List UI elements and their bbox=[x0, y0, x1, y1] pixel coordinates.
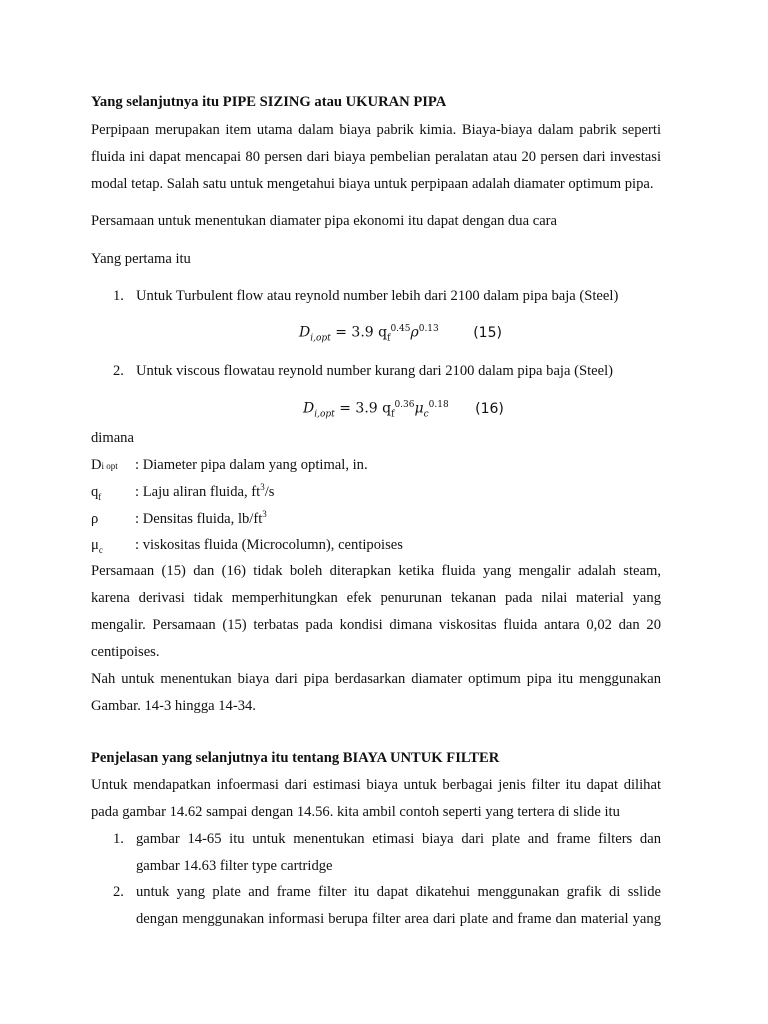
paragraph-text: Yang pertama itu bbox=[91, 251, 191, 267]
list-item-line: dengan menggunakan informasi berupa filter area dari plate and frame dan material yang bbox=[136, 911, 661, 927]
list-item bbox=[91, 363, 661, 383]
definition-main: : Diameter pipa dalam yang optimal, in. bbox=[135, 457, 368, 473]
equation-15 bbox=[299, 324, 502, 343]
section-heading-filter: Penjelasan yang selanjutnya itu tentang BIAYA UNTUK FILTER bbox=[91, 750, 500, 766]
symbol-sub: i opt bbox=[101, 461, 118, 471]
unit-sup: 3 bbox=[262, 509, 267, 520]
eq-var-sup: 0.13 bbox=[418, 324, 439, 334]
paragraph-line: pada gambar 14.62 sampai dengan 14.56. kita ambil contoh seperti yang tertera di slide itu bbox=[91, 804, 620, 820]
paragraph-line: modal tetap. Salah satu untuk mengetahui biaya untuk perpipaan adalah diamater optimum pipa. bbox=[91, 176, 654, 192]
list-item-line: untuk yang plate and frame filter itu dapat dikatehui menggunakan grafik di sslide bbox=[136, 884, 661, 900]
paragraph-line: Nah untuk menentukan biaya dari pipa berdasarkan diamater optimum pipa itu menggunakan bbox=[91, 671, 661, 687]
definition-text bbox=[135, 484, 274, 501]
eq-q-sub: f bbox=[387, 333, 391, 344]
definition-text bbox=[135, 511, 267, 528]
list-item-line: gambar 14-65 itu untuk menentukan etimasi biaya dari plate and frame filters dan bbox=[136, 831, 661, 847]
equation-number: (15) bbox=[473, 324, 502, 341]
paragraph-line: Untuk mendapatkan infoermasi dari estimasi biaya untuk berbagai jenis filter itu dapat dilihat bbox=[91, 777, 661, 793]
eq-lhs-sub: i,opt bbox=[310, 333, 331, 344]
eq-q-sup: 0.45 bbox=[390, 324, 411, 334]
eq-var: ρ bbox=[410, 324, 419, 341]
paragraph-line: mengalir. Persamaan (15) terbatas pada kondisi dimana viskositas fluida antara 0,02 dan 20 bbox=[91, 617, 661, 633]
definition-text bbox=[135, 457, 368, 474]
symbol-main: μ bbox=[91, 537, 99, 553]
list-item-text: Untuk Turbulent flow atau reynold number lebih dari 2100 dalam pipa baja (Steel) bbox=[136, 288, 619, 304]
definition-symbol bbox=[91, 484, 101, 501]
list-item bbox=[91, 288, 661, 308]
dimana-label: dimana bbox=[91, 430, 134, 446]
eq-var-sup: 0.18 bbox=[428, 400, 449, 410]
eq-q-sub: f bbox=[391, 409, 395, 420]
paragraph-line: Persamaan (15) dan (16) tidak boleh diterapkan ketika fluida yang mengalir adalah steam, bbox=[91, 563, 661, 579]
definition-symbol bbox=[91, 537, 103, 554]
paragraph-line: karena derivasi tidak memperhitungkan efek penurunan tekanan pada nilai material yang bbox=[91, 590, 661, 606]
eq-rhs: = 3.9 q bbox=[335, 324, 388, 341]
list-item bbox=[91, 884, 661, 934]
paragraph-line: Perpipaan merupakan item utama dalam biaya pabrik kimia. Biaya-biaya dalam pabrik seperti bbox=[91, 122, 661, 138]
list-item-number: 1. bbox=[113, 831, 124, 847]
eq-var: μ bbox=[414, 400, 424, 417]
symbol-main: q bbox=[91, 484, 99, 500]
paragraph-line: Gambar. 14-3 hingga 14-34. bbox=[91, 698, 256, 714]
definition-text bbox=[135, 537, 403, 554]
list-item-number: 2. bbox=[113, 884, 124, 900]
eq-var-sub: c bbox=[423, 409, 429, 420]
symbol-main: D bbox=[91, 457, 102, 473]
eq-lhs-sub: i,opt bbox=[314, 409, 335, 420]
definition-tail: /s bbox=[264, 484, 275, 500]
paragraph-line: centipoises. bbox=[91, 644, 160, 660]
list-item bbox=[91, 831, 661, 881]
definition-symbol bbox=[91, 511, 98, 528]
eq-lhs: D bbox=[303, 400, 315, 417]
paragraph-line: fluida ini dapat mencapai 80 persen dari biaya pembelian peralatan atau 20 persen dari investasi bbox=[91, 149, 661, 165]
definition-row bbox=[91, 511, 661, 531]
eq-rhs: = 3.9 q bbox=[339, 400, 392, 417]
eq-lhs: D bbox=[299, 324, 311, 341]
definition-main: : viskositas fluida (Microcolumn), centipoises bbox=[135, 537, 403, 553]
list-item-text: Untuk viscous flowatau reynold number kurang dari 2100 dalam pipa baja (Steel) bbox=[136, 363, 614, 379]
unit-sup: 3 bbox=[260, 482, 265, 493]
definition-symbol bbox=[91, 457, 118, 474]
definition-main: : Laju aliran fluida, ft bbox=[135, 484, 261, 500]
symbol-main: ρ bbox=[91, 511, 99, 527]
list-item-number: 2. bbox=[113, 363, 124, 379]
list-item-number: 1. bbox=[113, 288, 124, 304]
definition-row bbox=[91, 457, 661, 477]
list-item-line: gambar 14.63 filter type cartridge bbox=[136, 858, 333, 874]
symbol-sub: f bbox=[98, 491, 102, 502]
definition-main: : Densitas fluida, lb/ft bbox=[135, 511, 263, 527]
equation-16 bbox=[303, 400, 504, 419]
equation-number: (16) bbox=[475, 400, 504, 417]
eq-q-sup: 0.36 bbox=[394, 400, 415, 410]
paragraph-text: Persamaan untuk menentukan diamater pipa ekonomi itu dapat dengan dua cara bbox=[91, 213, 558, 229]
section-heading-pipe-sizing: Yang selanjutnya itu PIPE SIZING atau UKURAN PIPA bbox=[91, 94, 447, 110]
definition-row bbox=[91, 537, 661, 557]
symbol-sub: c bbox=[98, 544, 103, 555]
definition-row bbox=[91, 484, 661, 504]
